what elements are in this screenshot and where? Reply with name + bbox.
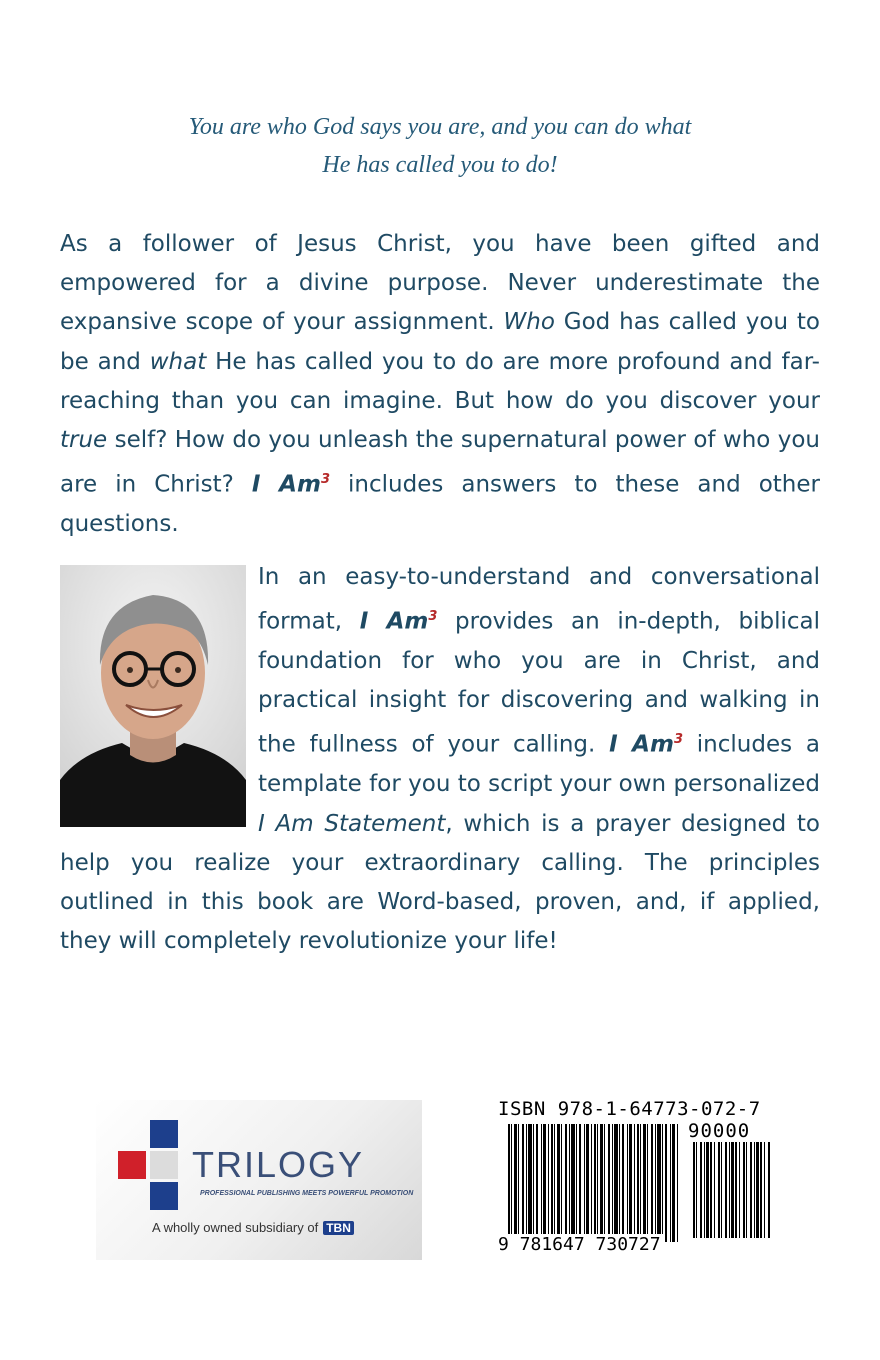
- barcode-bar: [557, 1124, 560, 1242]
- publisher-subsidiary-line: [152, 1220, 354, 1235]
- barcode-bar: [710, 1142, 712, 1238]
- text-run: includes answers to these and other questions.: [60, 471, 820, 538]
- barcode-bar: [569, 1124, 570, 1242]
- book-title-superscript: 3: [320, 472, 330, 488]
- barcode-bar: [643, 1124, 646, 1242]
- text-run: self? How do you unleash the supernatural power of who you are in Christ?: [60, 427, 820, 498]
- barcode-bar: [693, 1142, 695, 1238]
- barcode-bar: [718, 1142, 720, 1238]
- barcode-addon-bars: [693, 1142, 771, 1238]
- emphasis-i-am-statement: I Am Statement: [258, 810, 446, 837]
- publisher-name: TRILOGY: [192, 1144, 365, 1185]
- tbn-logo: TBN: [323, 1221, 354, 1235]
- isbn-barcode: [498, 1098, 786, 1258]
- subsidiary-text: A wholly owned subsidiary of: [152, 1220, 319, 1235]
- book-title: I Am: [359, 608, 429, 635]
- barcode-bar: [735, 1142, 737, 1238]
- barcode-bar: [672, 1124, 675, 1242]
- barcode-bar: [614, 1124, 618, 1242]
- barcode-bar: [696, 1142, 697, 1238]
- barcode-bar: [541, 1124, 542, 1242]
- barcode-bar: [670, 1124, 671, 1242]
- barcode-bar: [704, 1142, 705, 1238]
- barcode-bar: [754, 1142, 755, 1238]
- barcode-bar: [536, 1124, 538, 1242]
- barcode-bar: [768, 1142, 770, 1238]
- barcode-bar: [579, 1124, 581, 1242]
- barcode-bar: [647, 1124, 648, 1242]
- barcode-bar: [543, 1124, 546, 1242]
- emphasis-true: true: [60, 427, 108, 454]
- author-portrait-illustration: [60, 565, 246, 827]
- barcode-bar: [619, 1124, 620, 1242]
- barcode-bar: [665, 1124, 667, 1242]
- trilogy-logo-icon: [118, 1120, 188, 1212]
- barcode-bar: [584, 1124, 585, 1242]
- author-photo: [60, 565, 246, 827]
- barcode-bar: [634, 1124, 635, 1242]
- barcode-bar: [551, 1124, 553, 1242]
- price-code: 90000: [688, 1120, 751, 1142]
- book-title-superscript: 3: [673, 732, 683, 748]
- barcode-bar: [548, 1124, 549, 1242]
- barcode-bar: [514, 1124, 517, 1242]
- barcode-bar: [721, 1142, 722, 1238]
- barcode-bar: [725, 1142, 727, 1238]
- barcode-bar: [561, 1124, 562, 1242]
- barcode-bar: [746, 1142, 747, 1238]
- description-paragraph-1: [60, 225, 820, 544]
- tagline-line-2: He has called you to do!: [322, 152, 558, 178]
- barcode-bar: [526, 1124, 527, 1242]
- barcode-bar: [604, 1124, 605, 1242]
- barcode-bar: [764, 1142, 765, 1238]
- book-title-superscript: 3: [428, 609, 438, 625]
- barcode-bar: [714, 1142, 715, 1238]
- description-paragraph-2: [60, 558, 820, 961]
- barcode-bar: [608, 1124, 610, 1242]
- barcode-digits: 9 781647 730727: [498, 1234, 661, 1255]
- barcode-bar: [565, 1124, 567, 1242]
- text-run: , which is a prayer designed to help you realize your extraordinary calling. The principles outlined in this book are Word-based, proven, and, if applied, they will completely revolutionize your life!: [60, 810, 821, 955]
- barcode-bar: [576, 1124, 577, 1242]
- barcode-bar: [655, 1124, 656, 1242]
- barcode-bar: [700, 1142, 702, 1238]
- text-run: includes a template for you to script your own personalized: [258, 732, 820, 798]
- text-run: In an easy-to-understand and conversational format,: [258, 564, 820, 635]
- barcode-bar: [750, 1142, 752, 1238]
- barcode-bar: [756, 1142, 759, 1238]
- tagline-line-1: You are who God says you are, and you can do what: [188, 114, 692, 140]
- text-run: He has called you to do are more profound and far-reaching than you can imagine. But how do you discover your: [60, 348, 820, 414]
- barcode-bar: [651, 1124, 653, 1242]
- text-run: provides an in-depth, biblical foundation for who you are in Christ, and practical insight for discovering and walking in the fullness of your calling.: [258, 608, 820, 759]
- barcode-bar: [657, 1124, 661, 1242]
- barcode-bar: [731, 1142, 734, 1238]
- publisher-logo-block: [96, 1100, 422, 1260]
- barcode-bar: [640, 1124, 641, 1242]
- barcode-bar: [662, 1124, 663, 1242]
- barcode-bar: [622, 1124, 624, 1242]
- isbn-label: ISBN 978-1-64773-072-7: [498, 1098, 761, 1120]
- barcode-bar: [677, 1124, 678, 1242]
- barcode-bar: [511, 1124, 512, 1242]
- barcode-bar: [571, 1124, 575, 1242]
- book-title: I Am: [251, 471, 321, 498]
- barcode-bar: [594, 1124, 596, 1242]
- barcode-bar: [554, 1124, 555, 1242]
- barcode-bar: [637, 1124, 639, 1242]
- text-run: God has called you to be and: [60, 309, 820, 375]
- barcode-bar: [627, 1124, 628, 1242]
- barcode-bar: [591, 1124, 592, 1242]
- barcode-bar: [597, 1124, 598, 1242]
- tagline: [0, 108, 880, 184]
- barcode-bar: [586, 1124, 589, 1242]
- barcode-bar: [706, 1142, 709, 1238]
- barcode-bar: [743, 1142, 745, 1238]
- barcode-bar: [729, 1142, 730, 1238]
- emphasis-who: Who: [503, 309, 555, 336]
- barcode-bar: [533, 1124, 534, 1242]
- book-title: I Am: [609, 732, 674, 759]
- barcode-bar: [518, 1124, 519, 1242]
- barcode-bar: [629, 1124, 632, 1242]
- barcode-bar: [739, 1142, 740, 1238]
- emphasis-what: what: [149, 348, 207, 375]
- barcode-bar: [508, 1124, 510, 1242]
- barcode-bar: [528, 1124, 532, 1242]
- barcode-bars: [508, 1124, 680, 1242]
- publisher-tagline: PROFESSIONAL PUBLISHING MEETS POWERFUL PROMOTION: [200, 1190, 414, 1197]
- barcode-bar: [760, 1142, 762, 1238]
- barcode-bar: [612, 1124, 613, 1242]
- barcode-bar: [600, 1124, 603, 1242]
- text-run: As a follower of Jesus Christ, you have been gifted and empowered for a divine purpose. Never underestimate the expansive scope of your assignment.: [60, 231, 820, 336]
- barcode-bar: [522, 1124, 524, 1242]
